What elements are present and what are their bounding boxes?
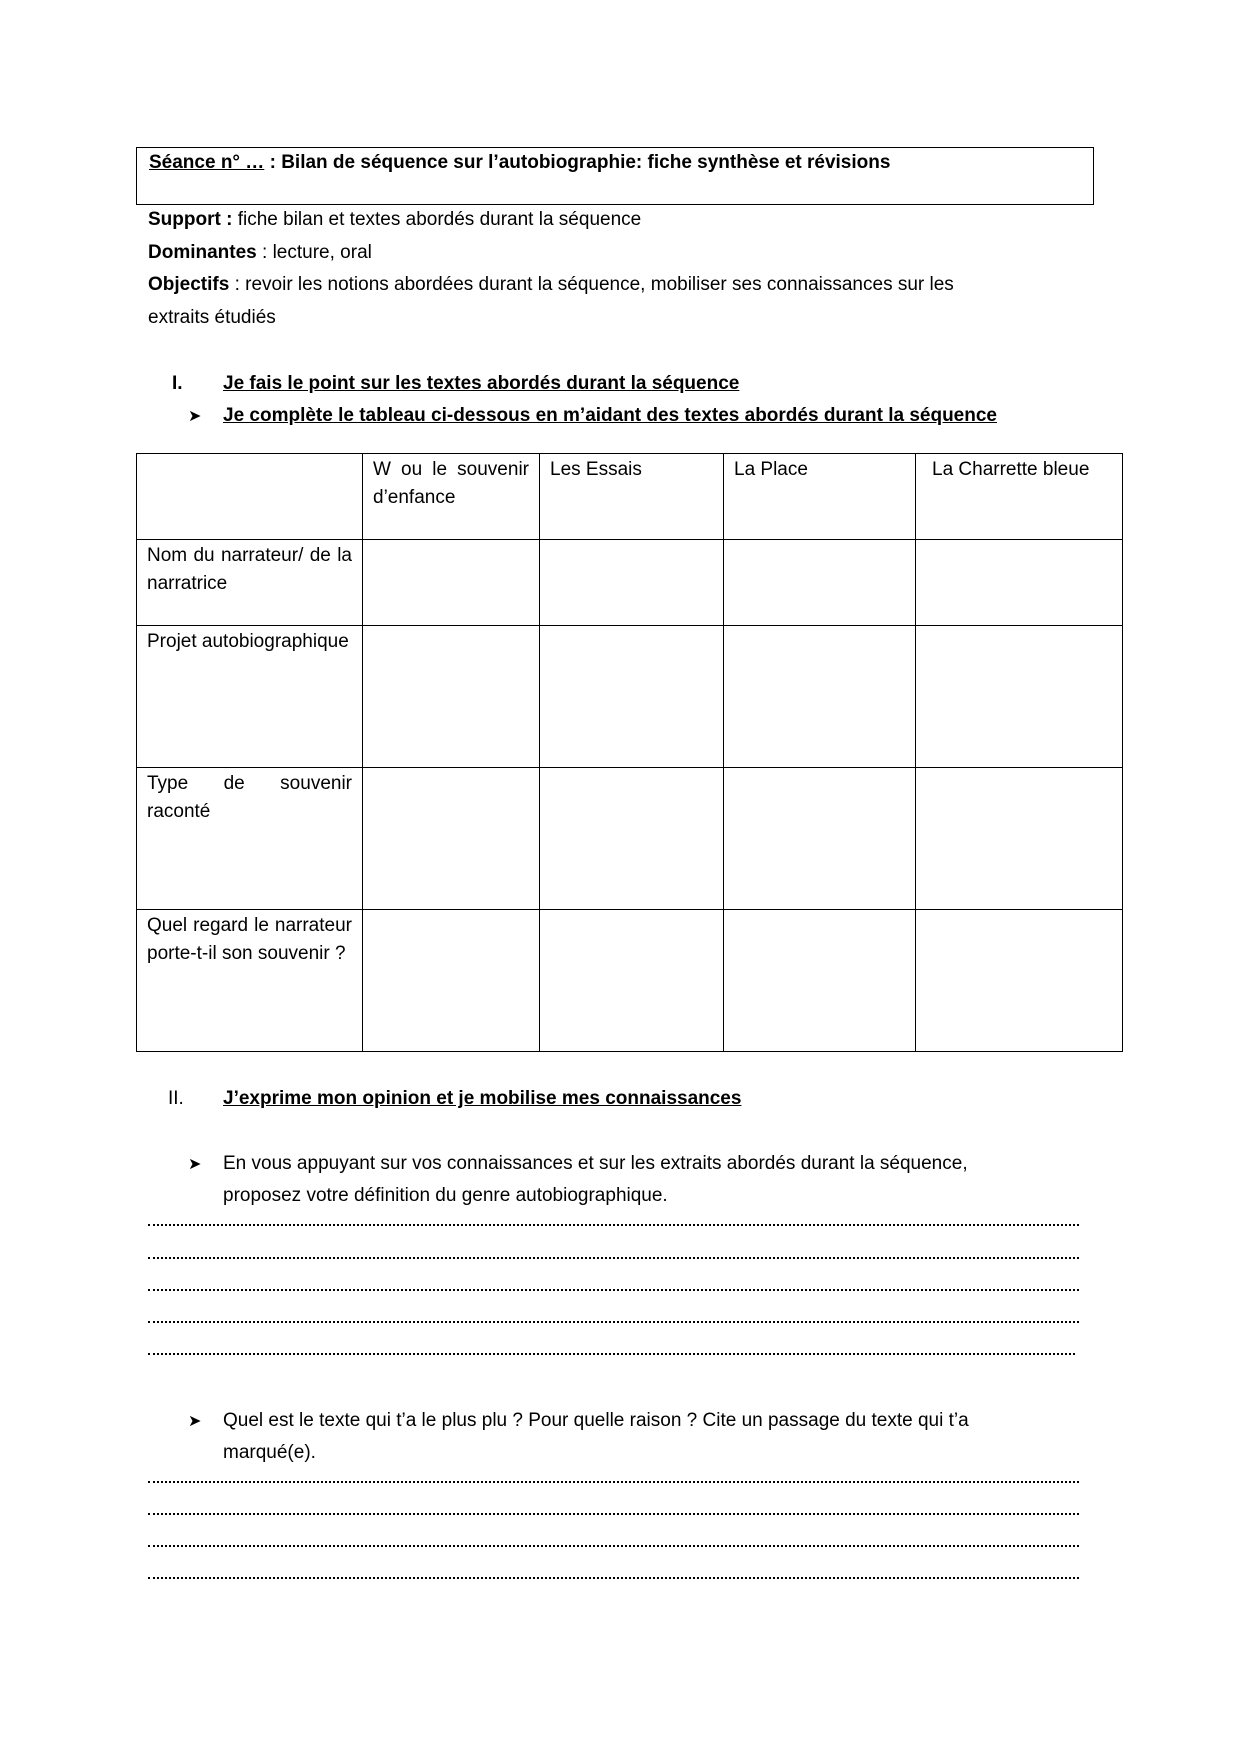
answer-line[interactable] bbox=[148, 1353, 1075, 1355]
section-2-title: J’exprime mon opinion et je mobilise mes connaissances bbox=[223, 1088, 742, 1109]
table-row bbox=[137, 540, 1123, 626]
table-header-row bbox=[137, 454, 1123, 540]
row-label-projet: Projet autobiographique bbox=[137, 626, 363, 768]
answer-cell[interactable] bbox=[724, 768, 916, 910]
table-corner-cell bbox=[137, 454, 363, 540]
section-1-instruction: Je complète le tableau ci-dessous en m’aidant des textes abordés durant la séquence bbox=[223, 405, 997, 426]
answer-cell[interactable] bbox=[540, 768, 724, 910]
answer-cell[interactable] bbox=[540, 540, 724, 626]
table-row bbox=[137, 626, 1123, 768]
row-label-type-souvenir: Type de souvenir raconté bbox=[137, 768, 363, 910]
synthesis-table bbox=[136, 453, 1123, 1052]
answer-cell[interactable] bbox=[363, 540, 540, 626]
section-1-title: Je fais le point sur les textes abordés durant la séquence bbox=[223, 373, 740, 394]
answer-cell[interactable] bbox=[363, 626, 540, 768]
row-label-narrateur: Nom du narrateur/ de la narratrice bbox=[137, 540, 363, 626]
session-title bbox=[149, 152, 890, 174]
answer-cell[interactable] bbox=[916, 540, 1123, 626]
column-header-essais: Les Essais bbox=[540, 454, 724, 540]
session-title-box bbox=[136, 147, 1094, 205]
answer-cell[interactable] bbox=[916, 626, 1123, 768]
arrowhead-bullet-icon: ➤ bbox=[188, 408, 202, 425]
support-line bbox=[148, 204, 641, 236]
answer-line[interactable] bbox=[148, 1513, 1079, 1515]
objectifs-line-2: extraits étudiés bbox=[148, 307, 276, 328]
support-label: Support : bbox=[148, 209, 233, 230]
arrowhead-bullet-icon: ➤ bbox=[188, 1413, 202, 1430]
column-header-charrette-bleue: La Charrette bleue bbox=[916, 454, 1123, 540]
objectifs-label: Objectifs bbox=[148, 274, 230, 295]
answer-line[interactable] bbox=[148, 1545, 1079, 1547]
answer-cell[interactable] bbox=[724, 626, 916, 768]
answer-cell[interactable] bbox=[363, 910, 540, 1052]
column-header-w: W ou le souvenir d’enfance bbox=[363, 454, 540, 540]
column-header-la-place: La Place bbox=[724, 454, 916, 540]
answer-line[interactable] bbox=[148, 1257, 1079, 1259]
section-1-number: I. bbox=[172, 373, 183, 394]
answer-cell[interactable] bbox=[916, 910, 1123, 1052]
answer-cell[interactable] bbox=[540, 910, 724, 1052]
table-row bbox=[137, 768, 1123, 910]
section-2-number: II. bbox=[168, 1088, 184, 1109]
answer-cell[interactable] bbox=[540, 626, 724, 768]
question-1-line-1: En vous appuyant sur vos connaissances et sur les extraits abordés durant la séquence, bbox=[223, 1153, 968, 1174]
dominantes-value: : lecture, oral bbox=[256, 242, 372, 263]
row-label-regard: Quel regard le narrateur porte-t-il son souvenir ? bbox=[137, 910, 363, 1052]
question-1-line-2: proposez votre définition du genre autobiographique. bbox=[223, 1185, 668, 1206]
support-value: fiche bilan et textes abordés durant la séquence bbox=[232, 209, 642, 230]
session-title-text: : Bilan de séquence sur l’autobiographie: fiche synthèse et révisions bbox=[264, 152, 891, 173]
objectifs-value: : revoir les notions abordées durant la séquence, mobiliser ses connaissances sur les bbox=[229, 274, 954, 295]
arrowhead-bullet-icon: ➤ bbox=[188, 1156, 202, 1173]
session-number: Séance n° … bbox=[149, 152, 265, 173]
answer-line[interactable] bbox=[148, 1321, 1079, 1323]
dominantes-label: Dominantes bbox=[148, 242, 257, 263]
objectifs-line bbox=[148, 269, 954, 301]
answer-line[interactable] bbox=[148, 1224, 1079, 1226]
answer-cell[interactable] bbox=[724, 540, 916, 626]
answer-cell[interactable] bbox=[363, 768, 540, 910]
answer-line[interactable] bbox=[148, 1577, 1079, 1579]
dominantes-line bbox=[148, 237, 372, 269]
question-2-line-1: Quel est le texte qui t’a le plus plu ? Pour quelle raison ? Cite un passage du texte qui t’a bbox=[223, 1410, 969, 1431]
question-2-line-2: marqué(e). bbox=[223, 1442, 316, 1463]
table-row bbox=[137, 910, 1123, 1052]
answer-cell[interactable] bbox=[916, 768, 1123, 910]
answer-line[interactable] bbox=[148, 1481, 1079, 1483]
answer-cell[interactable] bbox=[724, 910, 916, 1052]
answer-line[interactable] bbox=[148, 1289, 1079, 1291]
